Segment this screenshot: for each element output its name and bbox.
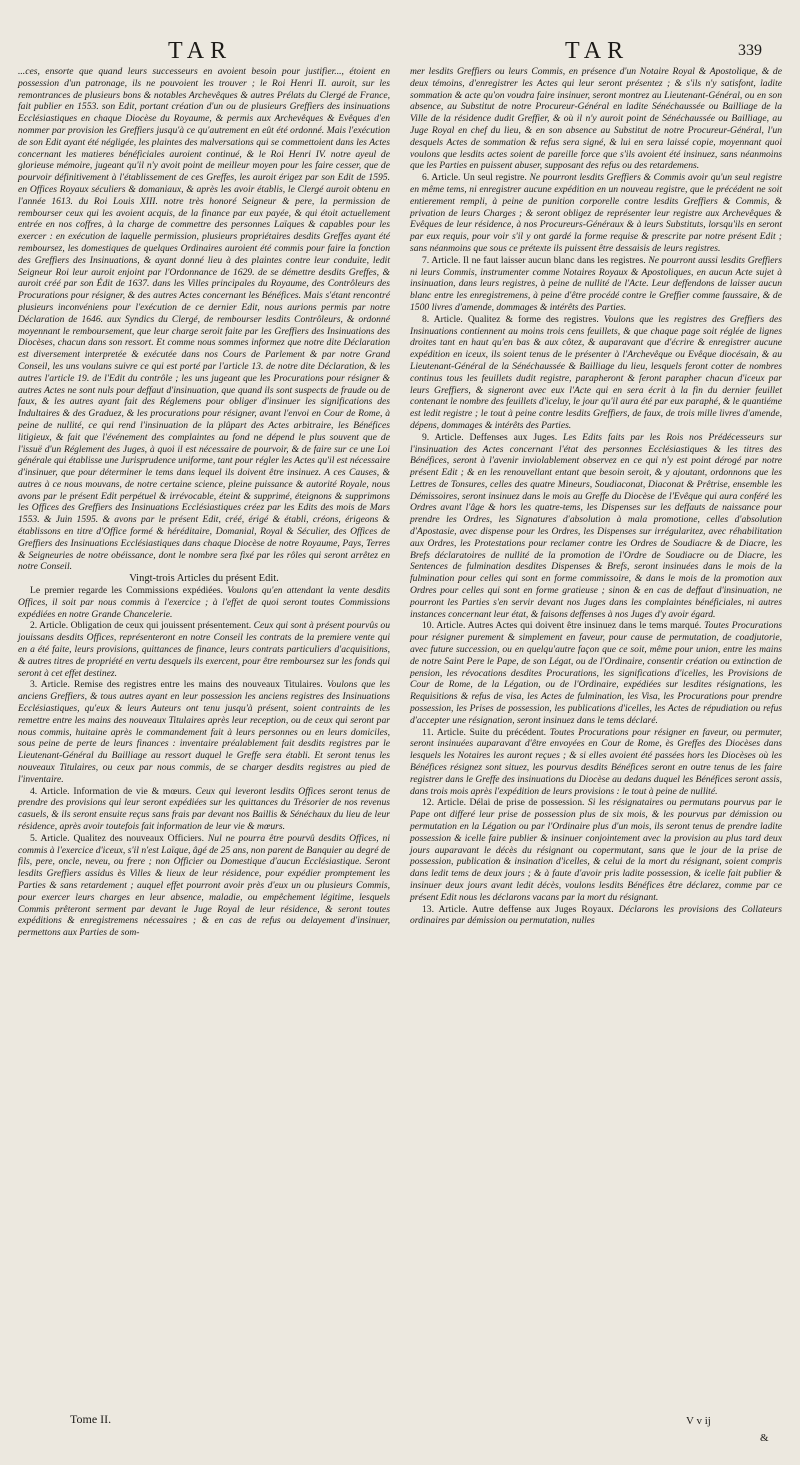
article-text: Si les résignataires ou permutans pourvus par le Pape ont differé leur prise de possession plus de six mois, & les pourvus par démission ou permutation en la Légation ou par l'Ordinaire plus d'un mois, ils seront tenus de prendre ladite possession & icelle faire publier & insinuer conjointement avec la provision au plus tard deux jours auparavant le décès du résignant ou copermutant, sans que le jour de la prise de possession, publication & insination d'icelles, & celui de la mort du résignant, soient compris dans ledit tems de deux jours ; & à faute d'avoir pris ladite possession, & icelle fait publier & insinuer deux jours avant ledit décès, voulons lesdits Bénéfices être déclarez, comme par ce présent Edit nous les déclarons vacans par la mort du résignant. [410,797,783,903]
signature-mark: V v ij [686,1415,711,1427]
article-heading: 6. Article. Un seul registre. [422,172,527,184]
article-2 [18,620,390,679]
running-head-left: TAR [168,38,233,64]
article-heading: 13. Article. Autre deffense aux Juges Royaux. [422,903,614,915]
article-heading: 3. Article. Remise des registres entre les mains des nouveaux Titulaires. [30,679,323,691]
catchword: & [760,1432,769,1444]
article-text: Ceux qui leveront lesdits Offices seront tenus de prendre des provisions qui leur seront expédiées sur les quittances du Trésorier de nos revenus casuels, & ils seront ensuite reçus sans frais par devant nos Baillis & Sénéchaux du lieu de leur résidence, après avoir toutefois fait information de leur vie & mœurs. [18,785,390,832]
article-heading: 9. Article. Deffenses aux Juges. [422,431,558,443]
article-text: Voulons que les registres des Greffiers des Insinuations contiennent au moins trois cens feuillets, & que chaque page soit réglée de lignes droites tant en haut qu'en bas & aux côtez, & auparavant que d'écrire & enregistrer aucune expédition en iceux, ils soient tenus de le présenter à l'Archevêque ou Evêque diocésain, & au Lieutenant-Général de la Sénéchaussée & Bailliage du lieu, lesquels feront cotter de nombres continus tous les feuillets dudit registre, parapheront & feront parapher chacun d'iceux par leurs Greffiers, & signeront avec eux l'Acte qui en sera écrit à la fin du dernier feuillet contenant le nombre des feuillets d'iceluy, le jour qu'il aura été par eux paraphé, & le quantiéme est ledit registre ; le tout à peine contre lesdits Greffiers, de faux, de trois mille livres d'amende, dépens, dommages & intérêts des Parties. [410,313,782,431]
volume-label: Tome II. [70,1412,112,1426]
article-6 [410,172,782,255]
preamble-paragraph: ...ces, ensorte que quand leurs successeurs en avoient besoin pour justifier..., étoient en possession d'un patronage, ils ne pouvoient les trouver ; le Roi Henri II. auroit, sur les remontrances de plusieurs bons & notables Archevêques & autres Prélats du Clergé de France, fait publier en 1553. son Edit, portant création d'un ou de plusieurs Greffiers des insinuations Ecclésiastiques en chaque Diocèse du Royaume, & permis aux Archevêques & Evêques d'en nommer par provision les Greffiers jusqu'à ce qu'autrement en eût été ordonné. Mais l'exécution de son Edit ayant été négligée, les plaintes des malversations qui se commettoient dans les Actes concernant les matieres bénéficiales auroient continué, & le Roi Henri IV. notre ayeul de glorieuse mémoire, jugeant qu'il n'y avoit point de meilleur moyen pour les faire cesser, que de pourvoir définitivement à l'établissement de ces Greffes, les auroit érigez par son Edit de 1595. en Offices Royaux séculiers & domaniaux, & après les avoir établis, le Clergé auroit obtenu en l'année 1613. du Roi Louis XIII. notre très honoré Seigneur & pere, la permission de rembourser ceux qui les avoient acquis, de la finance par eux payée, & qui étoit actuellement entrée en nos coffres, à la charge de commettre des personnes Laïques & capables pour les exercer : en exécution de laquelle permission, plusieurs propriétaires desdits Greffes ayant été remboursez, les domestiques de quelques Ordinaires auroient été commis pour faire la fonction des Greffiers des Insinuations, & ayant donné lieu à des plaintes contre leur conduite, ledit Seigneur Roi leur auroit enjoint par l'Ordonnance de 1629. de se démettre desdits Greffes, & auroit créé par son Édit de 1637. dans les Villes principales du Royaume, des Contrôleurs des Procurations pour résigner, & des autres Actes concernant les Bénéfices. Mais s'étant rencontré plusieurs inconvéniens pour l'exécution de ce dernier Edit, nous aurions permis par notre Déclaration de 1646. aux Syndics du Clergé, de rembourser lesdits Contrôleurs, & ordonné moyennant le remboursement, que leur charge seroit faite par les Greffiers des Insinuations des Diocèses, chacun dans son ressort. Et comme nous sommes informez que notre dite Déclaration est diversement interpretée & exécutée dans nos Cours de Parlement & par notre Grand Conseil, les uns voulans suivre ce qui est porté par l'article 13. de notre dite Déclaration, & les autres l'article 19. de l'Edit du contrôle ; les uns jugeant que les Procurations pour résigner & autres Actes ne sont nuls pour deffaut d'insinuation, que quand ils sont suspects de fraude ou de faux, & les autres ayant fait des Réglemens pour obliger d'insinuer les significations des Indultaires & des Graduez, & les procurations pour résigner, avant l'envoi en Cour de Rome, à peine de nullité, ce qui rend l'insinuation de la plûpart des Actes arbitraire, les Bénéfices litigieux, & fait que l'événement des complaintes au fond ne dépend le plus souvent que de l'issuë d'un Réglement des Juges, à quoi il est nécessaire de pourvoir, & de faire sur ce une Loi générale qui établisse une Jurisprudence uniforme, tant pour régler les Actes qu'il est nécessaire d'insinuer, que pour déterminer le tems dans lequel ils doivent être insinuez. A ces Causes, & autres à ce nous mouvans, de notre certaine science, pleine puissance & autorité Royale, nous avons par le présent Edit perpétuel & irrévocable, éteint & supprimé, éteignons & supprimons les Offices des Greffiers des Insinuations Ecclésiastiques créez par les Edits des mois de Mars 1553. & Juin 1595. & avons par le présent Edit, créé, érigé & établi, créons, érigeons & établissons en titre d'Office formé & héréditaire, Domanial, Royal & Séculier, des Offices de Greffiers des Insinuations Ecclésiastiques dans chaque Diocèse de notre Royaume, Pays, Terres & Seigneuries de notre obéissance, dont le nombre sera fixé par les rôles qui seront arrêtez en notre Conseil. [18,66,390,573]
article-text: Nul ne pourra être pourvû desdits Offices, ni commis à l'exercice d'iceux, s'il n'est Laïque, âgé de 25 ans, non parent de Banquier au degré de fils, pere, oncle, neveu, ou frere ; non Officier ou Domestique d'aucun Ecclésiastique. Seront lesdits Greffiers assidus ès Villes & lieux de leur résidence, pour expédier promptement les Parties & sans retardement ; auquel effet pourront avoir près d'eux un ou plusieurs Commis, pour exercer leurs charges en leur absence, maladie, ou empêchement légitime, lesquels Commis prêteront serment par devant le Juge Royal de leur résidence, & seront toutes expéditions & enregistremens nécessaires ; & en cas de refus ou delayement d'insinuer, permettons aux Parties de som- [18,832,390,939]
article-13 [410,904,782,928]
left-column [18,66,390,939]
article-heading: 12. Article. Délai de prise de possession. [422,797,585,809]
article-heading: Le premier regarde les Commissions expédiées. [30,585,223,597]
article-9 [410,432,782,621]
article-text: Ceux qui sont à présent pourvûs ou jouissans desdits Offices, représenteront en notre Conseil les contrats de la premiere vente qui en a été faite, leurs provisions, quittances de finance, leurs contrats particuliers d'acquisitions, & autres titres de propriété en vertu desquels ils exercent, pour être remboursez sur les fonds qui seront à cet effet destinez. [18,620,391,679]
article-text: Les Edits faits par les Rois nos Prédécesseurs sur l'insinuation des Actes concernant l'état des personnes Ecclésiastiques & les titres des Bénéfices, seront à l'avenir inviolablement observez en ce qui n'y est point dérogé par notre présent Edit ; & en les renouvellant entant que besoin seroit, & y ajoutant, ordonnons que les Lettres de Tonsures, celles des quatre Mineurs, Soudiaconat, Diaconat & Prêtrise, ensemble les Démissoires, seront insinuez dans le mois au Greffe du Diocèse de l'Evêque qui aura conféré les Ordres avant l'âge & hors les quatre-tems, les Dispenses sur les deffauts de naissance pour prendre les Ordres, les Signatures d'absolution à mala promotione, celles d'absolution d'Apostasie, avec dispense pour les Ordres, les Dispenses sur irrégularitez, avec réhabilitation aux Ordres, les Protestations pour reclamer contre les Ordres de Soudiacre & de Diacre, les Brefs déclaratoires de nullité de la promotion de l'Ordre de Soudiacre ou de Diacre, les Sentences de fulmination desdites Dispenses & Brefs, seront insinuées dans le mois de la fulmination pour celles qui sont en forme commissoire, & dans le mois de la promotion aux Ordres pour celles qui sont en forme gratieuse ; sinon & en cas de deffaut d'insinuation, ne pourront les Parties s'en servir devant nos Juges dans les complaintes bénéficiales, ni autres instances concernant leur état, & faisons deffenses à nos Juges d'y avoir égard. [410,431,782,620]
page-header [0,38,800,64]
running-head-right: TAR [565,38,630,64]
page-number: 339 [738,42,762,59]
article-text: Voulons qu'en attendant la vente desdits Offices, il soit par nous commis à l'exercice ; à l'effet de quoi seront toutes Commissions expédiées en notre Grande Chancelerie. [18,585,390,620]
articles-subtitle: Vingt-trois Articles du présent Edit. [129,573,279,585]
article-text: Ne pourront lesdits Greffiers & Commis avoir qu'un seul registre en même tems, ni enregistrer aucune expédition en un nouveau registre, que le précédent ne soit entierement rempli, à peine de punition corporelle contre lesdits Greffiers & Commis, & privation de leurs Charges ; & seront obligez de représenter leur registre aux Archevêques & Evêques de leur résidence, à nos Procureurs-Généraux & à leurs Substituts, lorsqu'ils en seront par eux requis, pour voir s'il y ont gardé la forme requise & prescrite par notre présent Edit ; sans néanmoins que sous ce prétexte ils puissent être dessaisis de leurs registres. [410,172,782,254]
article-text: Déclarons les provisions des Collateurs ordinaires par démission ou permutation, nulles [410,903,782,927]
article-10 [410,620,782,726]
article-8 [410,314,782,432]
article-text: Ne pourront aussi lesdits Greffiers ni leurs Commis, instrumenter comme Notaires Royaux & Apostoliques, en aucun Acte sujet à insinuation, dans leurs registres, à peine de nullité de l'Acte. Leur deffendons de laisser aucun blanc entre les enregistremens, à peine d'être procédé contre le Greffier comme faussaire, & de 1500 livres d'amende, dommages & intérêts des Parties. [410,254,782,313]
article-text: Voulons que les anciens Greffiers, & tous autres ayant en leur possession les anciens registres des Insinuations Ecclésiastiques, qu'eux & leurs Auteurs ont tenu jusqu'à présent, soient contraints de les remettre entre les mains des nouveaux Titulaires après leur reception, ou de ceux qui seront par nous commis, huitaine après le commandement fait à leurs personnes ou en leurs domiciles, sous peine de perte de leurs finances : inventaire préalablement fait desdits registres par le Lieutenant-Général du Bailliage au ressort duquel le Greffe sera établi. Et seront tenus les nouveaux Titulaires, ou ceux par nous commis, de se charger desdits registres au pied de l'inventaire. [18,679,391,785]
article-7 [410,255,782,314]
article-heading: 5. Article. Qualitez des nouveaux Officiers. [30,832,204,844]
article-4 [18,786,390,833]
article-11 [410,727,782,798]
article-5 [18,833,390,939]
article-12 [410,797,782,903]
continuation-paragraph: mer lesdits Greffiers ou leurs Commis, en présence d'un Notaire Royal & Apostolique, & de deux témoins, d'enregistrer les Actes qui leur seront présentez ; & s'ils n'y satisfont, ladite sommation & acte qu'on voudra faire insinuer, seront montrez au Lieutenant-Général, ou en son absence, au Substitut de notre Procureur-Général en ladite Sénéchaussée ou Bailliage de la Ville de la résidence dudit Greffier, & où il n'y auroit point de Sénéchaussée ou Bailliage, au Juge Royal en chef du lieu, & en son absence au Substitut de notre Procureur-Général, l'un desquels Actes de sommation & refus sera signé, & lui en sera laissé copie, moyennant quoi voulons que lesdits actes soient de pareille force que s'ils avoient été insinuez, sans néanmoins que les Parties en puissent abuser, supposant des refus ou des retardemens. [410,66,782,172]
article-3 [18,679,390,785]
article-heading: 8. Article. Qualitez & forme des registres. [422,313,599,325]
article-heading: 7. Article. Il ne faut laisser aucun blanc dans les registres. [422,254,646,266]
article-1 [18,585,390,620]
article-heading: 11. Article. Suite du précédent. [422,726,547,738]
right-column [410,66,782,927]
article-text: Toutes Procurations pour résigner en faveur, ou permuter, seront insinuées auparavant d'être envoyées en Cour de Rome, ès Greffes des Diocèses dans lesquels les Notaires les auront reçues ; & si elles avoient été passées hors les Diocèses où les Bénéfices résignez sont situez, les pourvus desdits Bénéfices seront en outre tenus de les faire registrer dans le Greffe des insinuations du Diocèse au dedans duquel les Bénéfices seront assis, dans trois mois après l'expédition de leurs provisions : le tout à peine de nullité. [410,726,782,797]
article-heading: 2. Article. Obligation de ceux qui jouissent présentement. [30,620,252,632]
article-heading: 4. Article. Information de vie & mœurs. [30,785,192,797]
article-text: Toutes Procurations pour résigner purement & simplement en faveur, pour cause de permutation, de coadjutorie, avec future succession, ou en quelqu'autre façon que ce soit, même pour union, entre les mains de notre Saint Pere le Pape, de son Légat, ou de l'Ordinaire, consentir création ou extinction de pension, les révocations desdites Procurations, les significations d'icelles, les Provisions de Cour de Rome, de la Légation, ou de l'Ordinaire, expédiées sur lesdites résignations, les Requisitions & refus de visa, les Actes de fulmination, les Visa, les Procurations pour prendre possession, les Prises de possession, les publications d'icelles, les Actes de répudiation ou refus d'accepter une résignation, seront insinuez dans le tems déclaré. [410,620,782,726]
article-heading: 10. Article. Autres Actes qui doivent être insinuez dans le tems marqué. [422,620,702,632]
